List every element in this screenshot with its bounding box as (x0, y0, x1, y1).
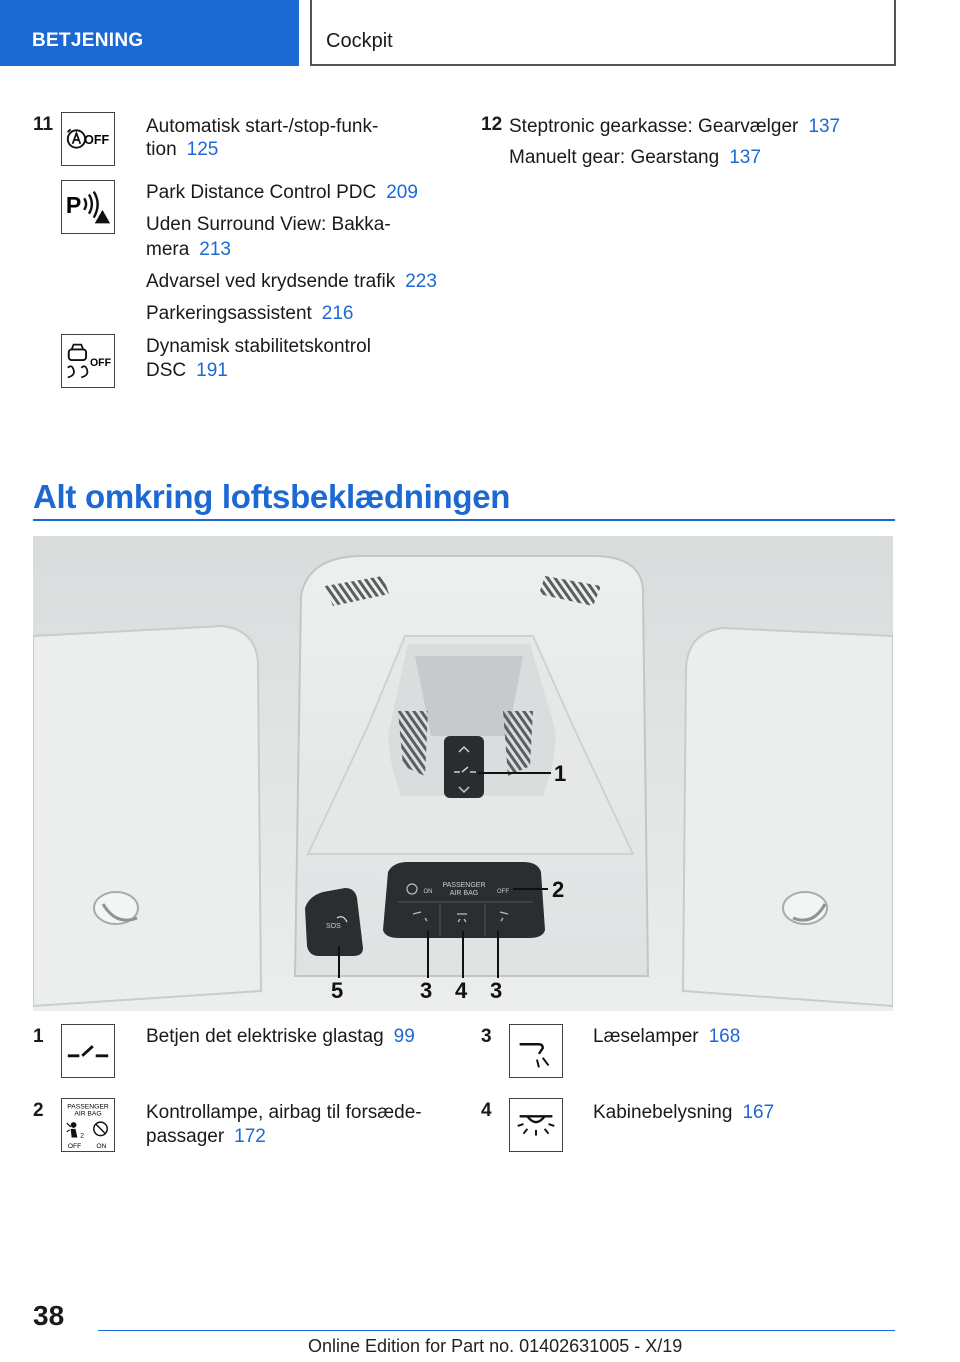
bottom-item-2-line-2: passager 172 (146, 1126, 266, 1147)
page-ref-link[interactable]: 137 (808, 116, 841, 137)
page-ref-link[interactable]: 223 (405, 271, 437, 292)
svg-text:AIR BAG: AIR BAG (449, 890, 479, 897)
dsc-line-1: Dynamisk stabilitetskontrol (146, 336, 371, 357)
pdc-line-3: mera 213 (146, 239, 231, 260)
auto-start-stop-off-icon (61, 112, 115, 166)
svg-text:ON: ON (96, 1143, 107, 1151)
svg-text:ON: ON (423, 889, 433, 895)
heading-rule (33, 519, 895, 521)
page-ref-link[interactable]: 137 (729, 147, 761, 168)
page-ref-link[interactable]: 213 (199, 239, 231, 260)
item-11-line-1: Automatisk start-/stop-funk- (146, 116, 379, 137)
page-ref-link[interactable]: 125 (186, 139, 219, 160)
callout-2: 2 (552, 877, 565, 902)
glass-roof-icon (61, 1024, 115, 1078)
chapter-title: Cockpit (310, 0, 896, 66)
item-number-3: 3 (481, 1026, 492, 1047)
footer-rule (98, 1330, 895, 1331)
section-heading: Alt omkring loftsbeklædningen (33, 478, 511, 515)
pdc-line-2: Uden Surround View: Bakka- (146, 214, 391, 235)
reading-lamp-icon (509, 1024, 563, 1078)
item-12-line-2: Manuelt gear: Gearstang 137 (509, 147, 761, 168)
park-distance-control-icon (61, 180, 115, 234)
bottom-item-1-text: Betjen det elektriske glastag 99 (146, 1026, 415, 1047)
page-ref-link[interactable]: 168 (708, 1026, 741, 1047)
cabin-light-icon (509, 1098, 563, 1152)
svg-text:PASSENGER: PASSENGER (442, 882, 486, 889)
callout-3a: 3 (420, 978, 433, 1003)
callout-4: 4 (455, 978, 468, 1003)
pdc-line-1: Park Distance Control PDC 209 (146, 182, 418, 203)
item-number-12: 12 (481, 114, 503, 135)
footer-edition-text: Online Edition for Part no. 01402631005 - X/19 (308, 1336, 683, 1356)
dsc-off-label: OFF (89, 356, 112, 369)
item-11-line-2: tion 125 (146, 139, 219, 160)
svg-text:2: 2 (80, 1132, 85, 1140)
item-number-2: 2 (33, 1100, 44, 1121)
svg-text:OFF: OFF (67, 1143, 82, 1151)
page-ref-link[interactable]: 216 (321, 303, 354, 324)
dsc-off-icon (61, 334, 115, 388)
page-ref-link[interactable]: 99 (393, 1026, 415, 1047)
page-ref-link[interactable]: 167 (742, 1102, 775, 1123)
bottom-item-4-text: Kabinebelysning 167 (593, 1102, 775, 1123)
auto-stop-off-label: OFF (84, 132, 110, 147)
callout-3b: 3 (490, 978, 503, 1003)
bottom-item-3-text: Læselamper 168 (593, 1026, 741, 1047)
page-ref-link[interactable]: 191 (196, 360, 228, 381)
item-number-4: 4 (481, 1100, 492, 1121)
svg-text:OFF: OFF (497, 889, 509, 895)
pdc-line-5: Parkeringsassistent 216 (146, 303, 354, 324)
dsc-line-2: DSC 191 (146, 360, 228, 381)
page-ref-link[interactable]: 209 (386, 182, 418, 203)
bottom-item-2-line-1: Kontrollampe, airbag til forsæde- (146, 1102, 422, 1123)
callout-1: 1 (554, 761, 567, 786)
item-number-11: 11 (33, 114, 54, 135)
pdc-line-4: Advarsel ved krydsende trafik 223 (146, 271, 437, 292)
section-tab: BETJENING (0, 0, 299, 66)
svg-text:PASSENGER: PASSENGER (67, 1103, 109, 1111)
headliner-photo (33, 536, 893, 1011)
item-12-line-1: Steptronic gearkasse: Gearvælger 137 (509, 116, 841, 137)
page-number: 38 (33, 1300, 65, 1331)
item-number-1: 1 (33, 1026, 44, 1047)
svg-text:SOS: SOS (326, 923, 341, 930)
svg-text:AIR BAG: AIR BAG (74, 1110, 102, 1118)
page-ref-link[interactable]: 172 (234, 1126, 266, 1147)
svg-text:P: P (65, 191, 82, 218)
passenger-airbag-icon (61, 1098, 115, 1152)
callout-5: 5 (331, 978, 344, 1003)
